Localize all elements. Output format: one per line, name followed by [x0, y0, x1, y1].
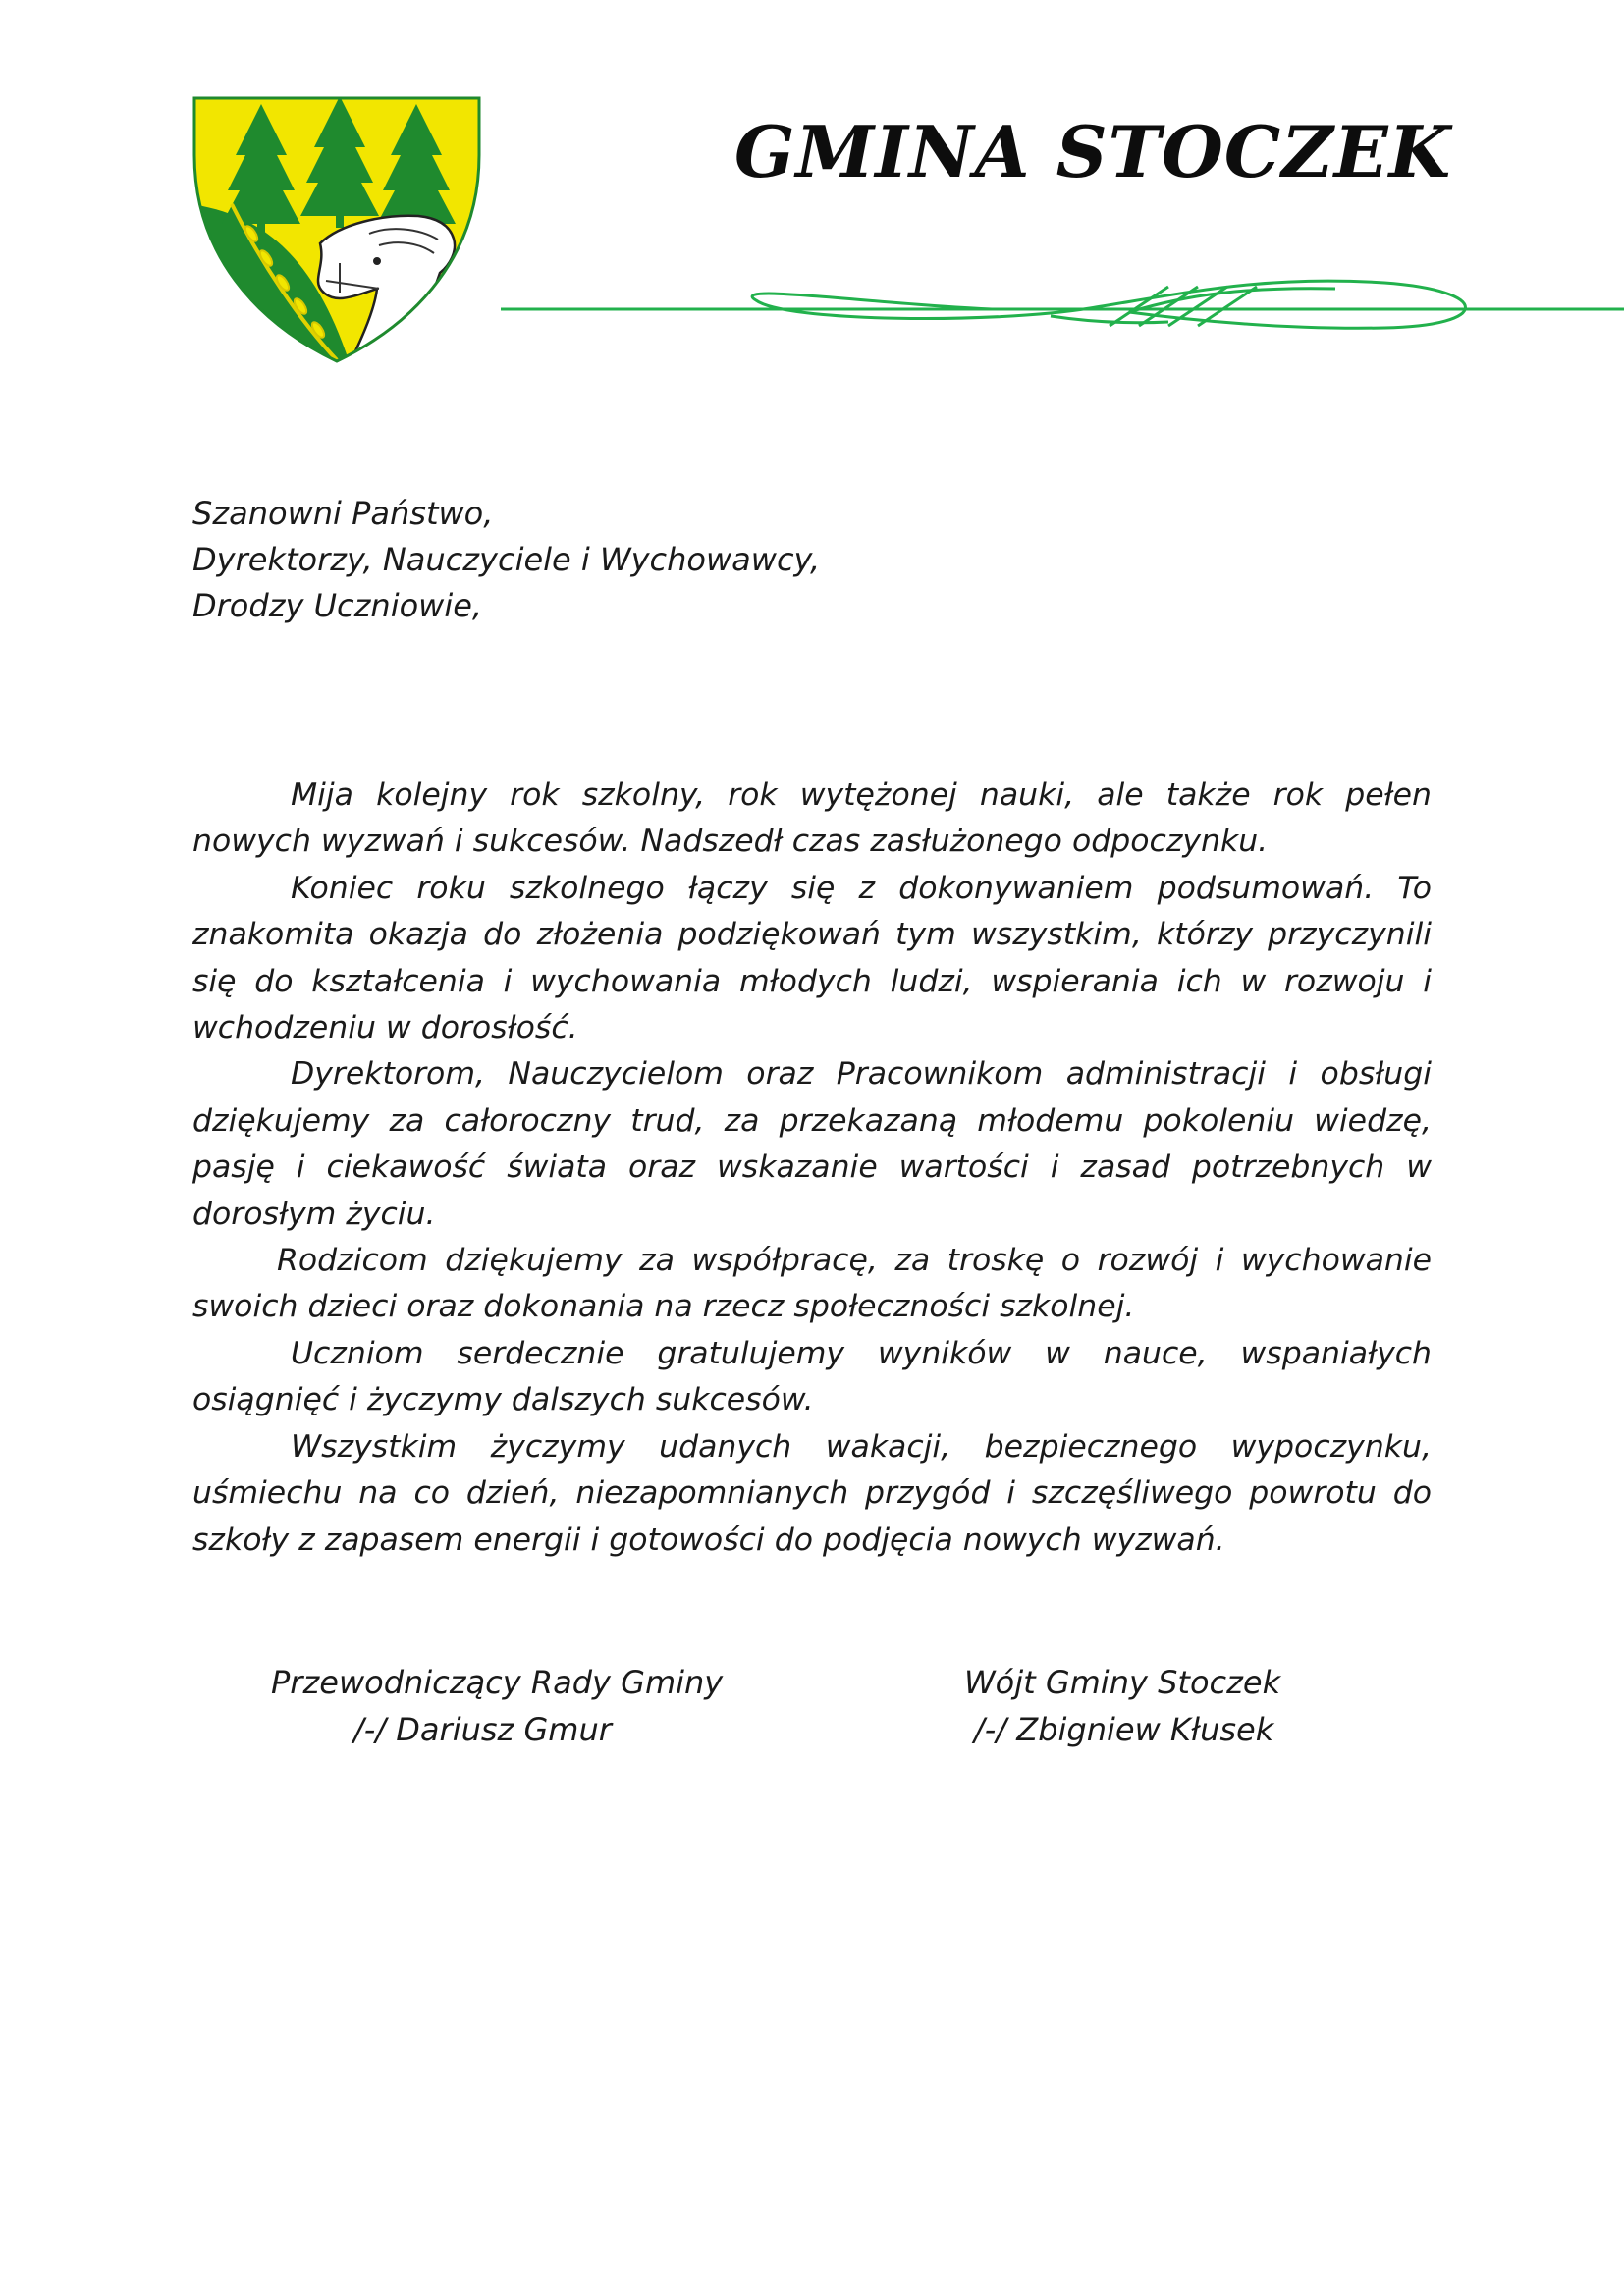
- signature-role: Przewodniczący Rady Gminy: [271, 1664, 724, 1701]
- paragraph: Rodzicom dziękujemy za współpracę, za troskę o rozwój i wychowanie swoich dzieci oraz dokonania na rzecz społeczności szkolnej.: [192, 1243, 1432, 1325]
- decorative-flourish: [501, 265, 1624, 344]
- salutation: [192, 491, 820, 629]
- signature-role: Wójt Gminy Stoczek: [964, 1664, 1281, 1701]
- signature-name: /-/ Dariusz Gmur: [353, 1711, 612, 1748]
- paragraph: Koniec roku szkolnego łączy się z dokonywaniem podsumowań. To znakomita okazja do złożenia podziękowań tym wszystkim, którzy przyczynili się do kształcenia i wychowania młodych ludzi, wspierania ich w rozwoju i wchodzeniu w dorosłość.: [192, 870, 1432, 1046]
- paragraph: Mija kolejny rok szkolny, rok wytężonej nauki, ale także rok pełen nowych wyzwań i sukcesów. Nadszedł czas zasłużonego odpoczynku.: [192, 777, 1432, 860]
- signature-left: [271, 1659, 723, 1753]
- paragraph: Wszystkim życzymy udanych wakacji, bezpiecznego wypoczynku, uśmiechu na co dzień, niezapomnianych przygód i szczęśliwego powrotu do szkoły z zapasem energii i gotowości do podjęcia nowych wyzwań.: [192, 1428, 1432, 1558]
- salutation-line: Drodzy Uczniowie,: [192, 587, 483, 624]
- paragraph: Dyrektorom, Nauczycielom oraz Pracownikom administracji i obsługi dziękujemy za całoroczny trud, za przekazaną młodemu pokoleniu wiedzę, pasję i ciekawość świata oraz wskazanie wartości i zasad potrzebnych w dorosłym życiu.: [192, 1056, 1432, 1232]
- page-title: GMINA STOCZEK: [734, 110, 1452, 193]
- salutation-line: Szanowni Państwo,: [192, 495, 494, 532]
- signature-right: [964, 1659, 1280, 1753]
- paragraph: Uczniom serdecznie gratulujemy wyników w nauce, wspaniałych osiągnięć i życzymy dalszych sukcesów.: [192, 1335, 1432, 1418]
- signature-name: /-/ Zbigniew Kłusek: [974, 1711, 1274, 1748]
- coat-of-arms-icon: [192, 96, 481, 363]
- salutation-line: Dyrektorzy, Nauczyciele i Wychowawcy,: [192, 541, 821, 578]
- letter-body: [192, 773, 1432, 1564]
